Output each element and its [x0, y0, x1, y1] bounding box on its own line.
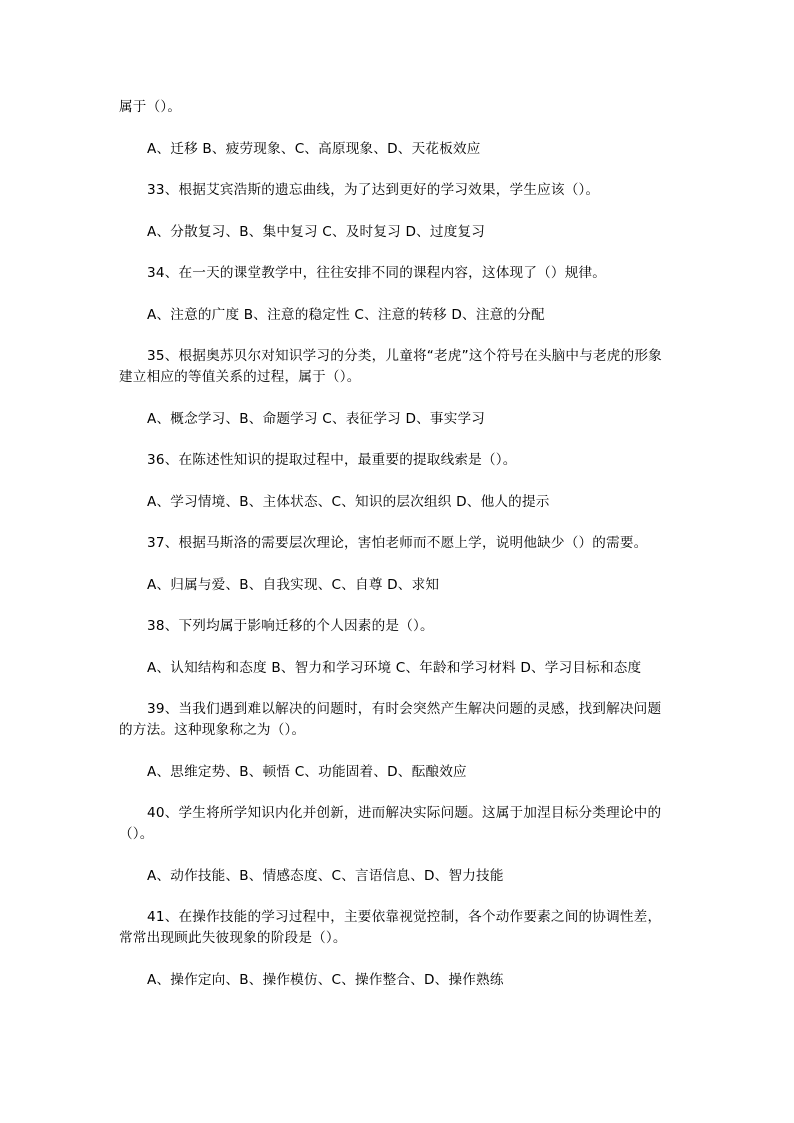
question-39: 39、当我们遇到难以解决的问题时，有时会突然产生解决问题的灵感，找到解决问题的方法。这种现象称之为（）。 — [119, 701, 662, 738]
question-41: 41、在操作技能的学习过程中，主要依靠视觉控制，各个动作要素之间的协调性差，常常出现顾此失彼现象的阶段是（）。 — [119, 909, 662, 946]
options-36: A、学习情境、B、主体状态、C、知识的层次组织 D、他人的提示 — [147, 493, 550, 510]
options-40: A、动作技能、B、情感态度、C、言语信息、D、智力技能 — [147, 867, 504, 884]
options-37: A、归属与爱、B、自我实现、C、自尊 D、求知 — [147, 576, 440, 593]
question-34: 34、在一天的课堂教学中，往往安排不同的课程内容，这体现了（）规律。 — [147, 265, 607, 281]
options-39: A、思维定势、B、顿悟 C、功能固着、D、酝酿效应 — [147, 763, 467, 780]
question-37: 37、根据马斯洛的需要层次理论，害怕老师而不愿上学，说明他缺少（）的需要。 — [147, 535, 648, 551]
options-41: A、操作定向、B、操作模仿、C、操作整合、D、操作熟练 — [147, 971, 504, 988]
options-34: A、注意的广度 B、注意的稳定性 C、注意的转移 D、注意的分配 — [147, 306, 545, 323]
options-35: A、概念学习、B、命题学习 C、表征学习 D、事实学习 — [147, 410, 486, 427]
options-38: A、认知结构和态度 B、智力和学习环境 C、年龄和学习材料 D、学习目标和态度 — [147, 659, 642, 676]
question-35: 35、根据奥苏贝尔对知识学习的分类，儿童将“老虎”这个符号在头脑中与老虎的形象建立相应的等值关系的过程，属于（）。 — [119, 348, 662, 385]
question-40: 40、学生将所学知识内化并创新，进而解决实际问题。这属于加涅目标分类理论中的（）。 — [119, 805, 662, 842]
question-continuation: 属于（）。 — [119, 99, 182, 115]
question-36: 36、在陈述性知识的提取过程中，最重要的提取线索是（）。 — [147, 452, 517, 468]
question-33: 33、根据艾宾浩斯的遗忘曲线，为了达到更好的学习效果，学生应该（）。 — [147, 182, 600, 198]
question-38: 38、下列均属于影响迁移的个人因素的是（）。 — [147, 618, 434, 634]
document-page — [119, 97, 668, 1011]
options-32: A、迁移 B、疲劳现象、C、高原现象、D、天花板效应 — [147, 140, 481, 157]
options-33: A、分散复习、B、集中复习 C、及时复习 D、过度复习 — [147, 223, 486, 240]
